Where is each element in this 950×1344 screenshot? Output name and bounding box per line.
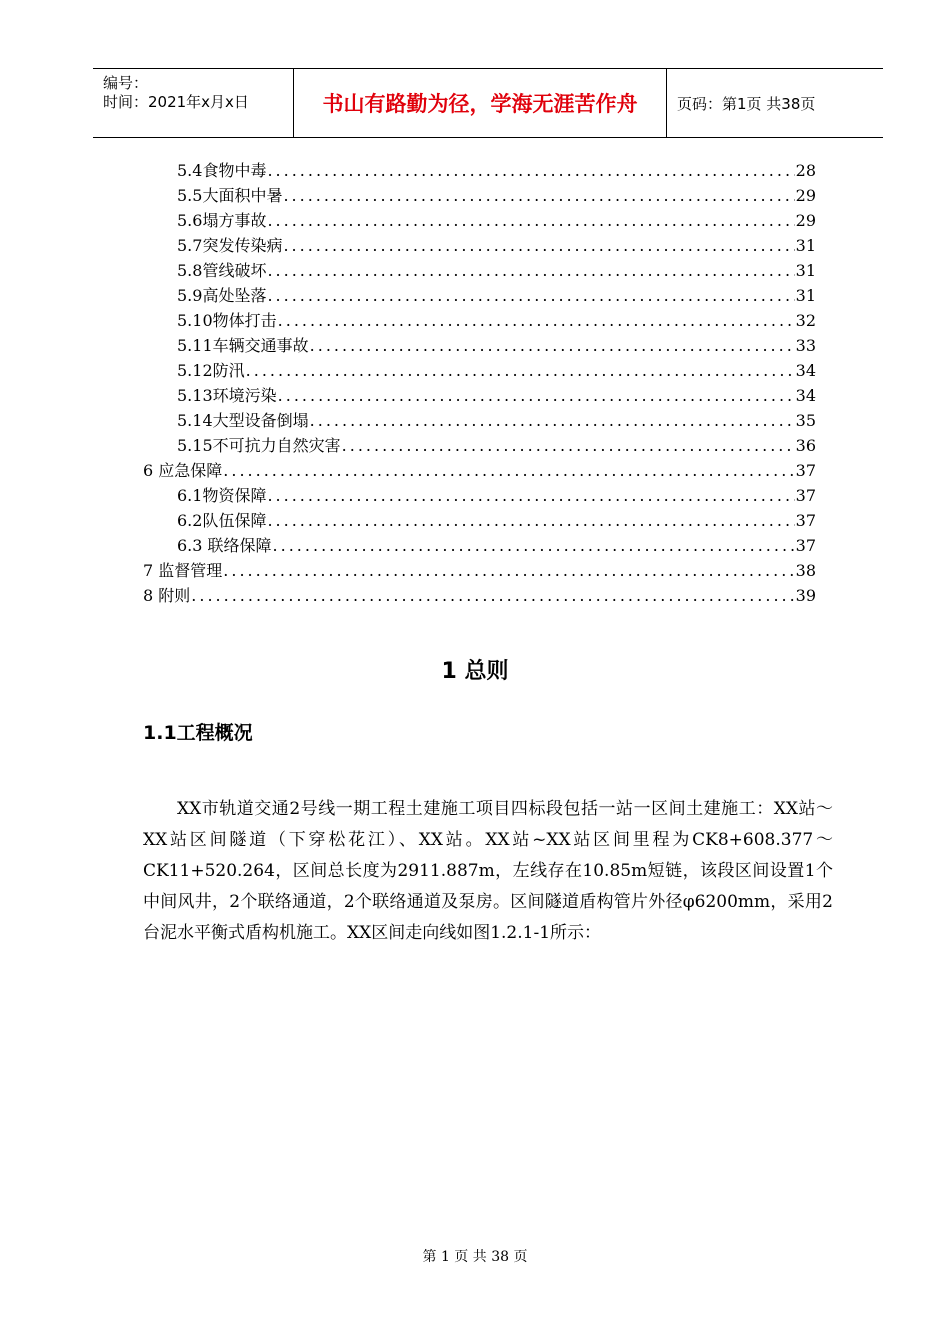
toc-page: 37: [795, 461, 816, 480]
toc-leader: [310, 408, 795, 433]
toc-entry[interactable]: [143, 458, 816, 483]
toc-entry[interactable]: [143, 558, 816, 583]
toc-label: 7 监督管理: [143, 561, 223, 580]
toc-page: 39: [795, 586, 816, 605]
toc-label: 5.6塌方事故: [177, 211, 267, 230]
toc-leader: [342, 433, 795, 458]
toc-label: 6.2队伍保障: [177, 511, 267, 530]
toc-entry[interactable]: [177, 508, 816, 533]
page-header: [93, 68, 883, 138]
header-motto: 书山有路勤为径，学海无涯苦作舟: [294, 69, 667, 137]
toc-entry[interactable]: [177, 258, 816, 283]
toc-entry[interactable]: [177, 233, 816, 258]
page-footer: 第 1 页 共 38 页: [422, 1249, 528, 1265]
toc-leader: [223, 458, 794, 483]
number-label: 编号：: [103, 74, 149, 92]
header-info-cell: [93, 69, 294, 137]
toc-leader: [278, 308, 795, 333]
toc-label: 5.5大面积中暑: [177, 186, 283, 205]
toc-label: 8 附则: [143, 586, 191, 605]
toc-page: 36: [795, 436, 816, 455]
toc-page: 28: [795, 161, 816, 180]
toc-label: 5.10物体打击: [177, 311, 277, 330]
toc-entry[interactable]: [177, 433, 816, 458]
toc-entry[interactable]: [177, 208, 816, 233]
toc-label: 6.1物资保障: [177, 486, 267, 505]
body-text: [143, 794, 833, 949]
toc-page: 31: [795, 261, 816, 280]
toc-label: 5.12防汛: [177, 361, 245, 380]
toc-page: 37: [795, 511, 816, 530]
toc-label: 5.7突发传染病: [177, 236, 283, 255]
toc-page: 37: [795, 536, 816, 555]
toc-page: 37: [795, 486, 816, 505]
header-page-label: 页码：第1页 共38页: [677, 94, 816, 113]
toc-leader: [283, 183, 794, 208]
toc-page: 29: [795, 211, 816, 230]
toc-leader: [273, 533, 795, 558]
toc-leader: [283, 233, 794, 258]
toc-leader: [267, 283, 794, 308]
section-title: 1 总则: [441, 659, 509, 684]
toc-entry[interactable]: [177, 183, 816, 208]
toc-entry[interactable]: [177, 358, 816, 383]
toc-page: 31: [795, 236, 816, 255]
toc-label: 5.15不可抗力自然灾害: [177, 436, 341, 455]
toc-leader: [267, 258, 794, 283]
toc-leader: [267, 508, 794, 533]
toc-entry[interactable]: [177, 308, 816, 333]
toc-leader: [310, 333, 795, 358]
toc-leader: [191, 583, 794, 608]
toc-label: 5.4食物中毒: [177, 161, 267, 180]
toc-entry[interactable]: [143, 583, 816, 608]
toc-page: 31: [795, 286, 816, 305]
toc-page: 34: [795, 361, 816, 380]
toc-entry[interactable]: [177, 333, 816, 358]
paragraph: XX市轨道交通2号线一期工程土建施工项目四标段包括一站一区间土建施工：XX站～XX站区间隧道（下穿松花江）、XX站。XX站~XX站区间里程为CK8+608.377～CK11+520.264，区间总长度为2911.887m，左线存在10.85m短链，该段区间设置1个中间风井，2个联络通道，2个联络通道及泵房。区间隧道盾构管片外径φ6200mm，采用2台泥水平衡式盾构机施工。XX区间走向线如图1.2.1-1所示：: [143, 799, 833, 943]
toc-entry[interactable]: [177, 383, 816, 408]
toc-label: 5.11车辆交通事故: [177, 336, 309, 355]
toc-label: 5.13环境污染: [177, 386, 277, 405]
time-label: 时间：2021年x月x日: [103, 93, 249, 111]
toc-page: 29: [795, 186, 816, 205]
toc-leader: [267, 483, 794, 508]
toc-leader: [267, 208, 794, 233]
toc-entry[interactable]: [177, 483, 816, 508]
toc-page: 38: [795, 561, 816, 580]
toc-entry[interactable]: [177, 408, 816, 433]
toc-leader: [278, 383, 795, 408]
toc-leader: [267, 158, 794, 183]
toc-label: 5.14大型设备倒塌: [177, 411, 309, 430]
toc-leader: [223, 558, 794, 583]
toc-entry[interactable]: [177, 283, 816, 308]
toc-entry[interactable]: [177, 533, 816, 558]
toc-label: 6 应急保障: [143, 461, 223, 480]
toc-page: 33: [795, 336, 816, 355]
toc-page: 34: [795, 386, 816, 405]
toc-label: 5.8管线破坏: [177, 261, 267, 280]
toc-entry[interactable]: [177, 158, 816, 183]
subsection-title: 1.1工程概况: [143, 722, 253, 744]
toc-page: 32: [795, 311, 816, 330]
toc-label: 6.3 联络保障: [177, 536, 272, 555]
toc-label: 5.9高处坠落: [177, 286, 267, 305]
toc-page: 35: [795, 411, 816, 430]
toc-leader: [246, 358, 795, 383]
